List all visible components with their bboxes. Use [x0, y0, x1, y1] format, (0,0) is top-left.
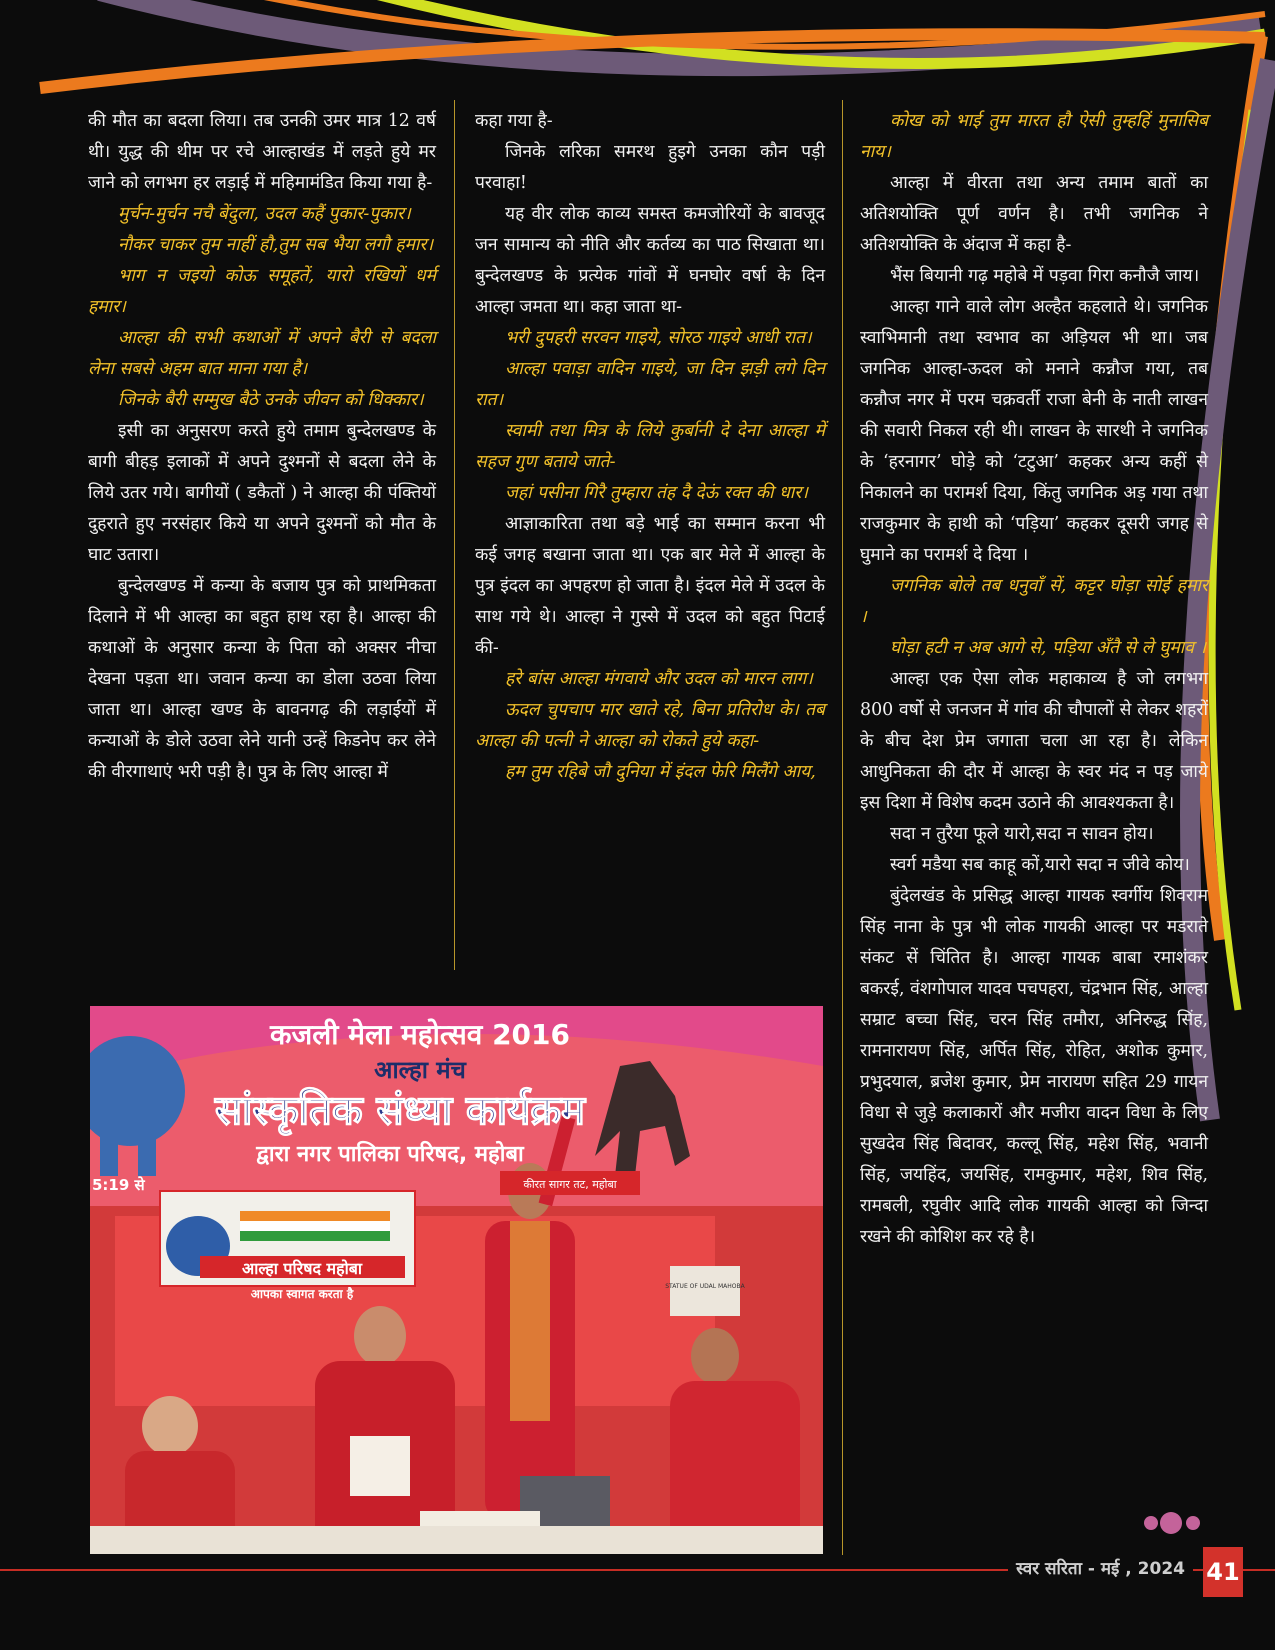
verse-paragraph: हम तुम रहिबे जौ दुनिया में इंदल फेरि मिलैंगे आय, — [505, 762, 816, 782]
magazine-footer: स्वर सरिता - मई , 2024 — [1008, 1556, 1193, 1579]
body-paragraph: यह वीर लोक काव्य समस्त कमजोरियों के बावजूद जन सामान्य को नीति और कर्तव्य का पाठ सिखाता था। बुन्देलखण्ड के प्रत्येक गांवों में घनघोर वर्षा के दिन आल्हा जमता था। कहा जाता था- — [475, 204, 825, 317]
aalha-stage-photo — [90, 1006, 823, 1554]
stage-photo-illustration — [90, 1006, 823, 1554]
body-paragraph: सदा न तुरैया फूले यारो,सदा न सावन होय। — [890, 824, 1154, 844]
verse-paragraph: जहां पसीना गिरै तुम्हारा तंह दै देऊं रक्त की धार। — [505, 483, 808, 503]
body-paragraph: बुंदेलखंड के प्रसिद्ध आल्हा गायक स्वर्गीय शिवराम सिंह नाना के पुत्र भी लोक गायकी आल्हा पर मडराते संकट सें चिंतित है। आल्हा गायक बाबा रमाशंकर बकरई, वंशगोपाल यादव पचपहरा, चंद्रभान सिंह, आल्हा सम्राट बच्चा सिंह, चरन सिंह तमौरा, अनिरुद्ध सिंह, रामनारायण सिंह, अर्पित सिंह, रोहित, अशोक कुमार, प्रभुदयाल, ब्रजेश कुमार, प्रेम नारायण सहित 29 गायन विधा से जुड़े कलाकारों और मजीरा वादन विधा के लिए सुखदेव सिंह बिदावर, कल्लू सिंह, महेश सिंह, भवानी सिंह, जयहिंद, जयसिंह, रामकुमार, महेश, शिव सिंह, रामबली, रघुवीर आदि लोक गायकी आल्हा को जिन्दा रखने की कोशिश कर रहे है। — [860, 886, 1208, 1247]
body-paragraph: आल्हा एक ऐसा लोक महाकाव्य है जो लगभग 800 वर्षो से जनजन में गांव की चौपालों से लेकर शहरों के बीच देश प्रेम जगाता चला आ रहा है। लेकिन आधुनिकता की दौर में आल्हा के स्वर मंद न पड़ जाये इस दिशा में विशेष कदम उठाने की आवश्यकता है। — [860, 669, 1208, 813]
banner-line4: द्वारा नगर पालिका परिषद, महोबा — [256, 1142, 524, 1167]
body-paragraph: भैंस बियानी गढ़ महोबे में पड़वा गिरा कनौजै जाय। — [890, 266, 1200, 286]
banner-line2: आल्हा मंच — [374, 1056, 466, 1084]
verse-paragraph: स्वामी तथा मित्र के लिये कुर्बानी दे देना आल्हा में सहज गुण बताये जाते- — [475, 421, 825, 472]
body-paragraph: इसी का अनुसरण करते हुये तमाम बुन्देलखण्ड के बागी बीहड़ इलाकों में अपने दुश्मनों से बदला लेने के लिये उतर गये। बागीयों ( डकैतों ) ने आल्हा की पंक्तियों दुहराते हुए नरसंहार किये या अपने दुश्मनों को मौत के घाट उतारा। — [88, 421, 436, 565]
article-column-right — [860, 106, 1208, 1253]
body-paragraph: बुन्देलखण्ड में कन्या के बजाय पुत्र को प्राथमिकता दिलाने में भी आल्हा का बहुत हाथ रहा है। आल्हा की कथाओं के अनुसार कन्या के पिता को अक्सर नीचा देखना पड़ता था। जवान कन्या का डोला उठवा लिया जाता था। आल्हा खण्ड के बावनगढ़ की लड़ाईयों में कन्याओं के डोले उठवा लेने यानी उन्हें किडनेप कर लेने की वीरगाथाएं भरी पड़ी है। पुत्र के लिए आल्हा में — [88, 576, 436, 782]
verse-paragraph: जगनिक बोले तब धनुवाँ सें, कट्टर घोड़ा सोई हमार । — [860, 576, 1208, 627]
statue-sign: STATUE OF UDAL MAHOBA — [665, 1283, 745, 1290]
body-paragraph: स्वर्ग मडैया सब काहू कों,यारो सदा न जीवे कोय। — [890, 855, 1190, 875]
sign-line1: आल्हा परिषद महोबा — [241, 1259, 363, 1278]
body-paragraph: की मौत का बदला लिया। तब उनकी उमर मात्र 12 वर्ष थी। युद्ध की थीम पर रचे आल्हाखंड में लड़ते हुये मर जाने को लगभग हर लड़ाई में महिमामंडित किया गया है- — [88, 111, 436, 193]
verse-paragraph: नौकर चाकर तुम नाहीं हौ,तुम सब भैया लगौ हमार। — [118, 235, 434, 255]
body-paragraph: आल्हा में वीरता तथा अन्य तमाम बातों का अतिशयोक्ति पूर्ण वर्णन है। तभी जगनिक ने अतिशयोक्ति के अंदाज में कहा है- — [860, 173, 1208, 255]
body-paragraph: कहा गया है- — [475, 111, 553, 131]
verse-paragraph: मुर्चन-मुर्चन नचै बेंदुला, उदल कहैं पुकार-पुकार। — [118, 204, 411, 224]
verse-paragraph: आल्हा पवाड़ा वादिन गाइये, जा दिन झड़ी लगे दिन रात। — [475, 359, 825, 410]
banner-line3: सांस्कृतिक संध्या कार्यक्रम — [215, 1088, 585, 1134]
verse-paragraph: भाग न जइयो कोऊ समूहतें, यारो रखियों धर्म हमार। — [88, 266, 436, 317]
verse-paragraph: ऊदल चुपचाप मार खाते रहे, बिना प्रतिरोध के। तब आल्हा की पत्नी ने आल्हा को रोकते हुये कहा- — [475, 700, 825, 751]
article-column-left — [88, 106, 436, 788]
banner-side: 5:19 से — [92, 1176, 145, 1194]
banner-right-strip: कीरत सागर तट, महोबा — [523, 1178, 617, 1191]
sign-line2: आपका स्वागत करता है — [250, 1287, 354, 1301]
verse-paragraph: घोड़ा हटी न अब आगे से, पड़िया अँतै से ले घुमाव । — [890, 638, 1207, 658]
body-paragraph: आज्ञाकारिता तथा बड़े भाई का सम्मान करना भी कई जगह बखाना जाता था। एक बार मेले में आल्हा के पुत्र इंदल का अपहरण हो जाता है। इंदल मेले में उदल के साथ गये थे। आल्हा ने गुस्से में उदल को बहुत पिटाई की- — [475, 514, 825, 658]
body-paragraph: जिनके लरिका समरथ हुइगे उनका कौन पड़ी परवाहा! — [475, 142, 825, 193]
verse-paragraph: भरी दुपहरी सरवन गाइये, सोरठ गाइये आधी रात। — [505, 328, 812, 348]
page-number: 41 — [1203, 1547, 1243, 1597]
verse-paragraph: आल्हा की सभी कथाओं में अपने बैरी से बदला लेना सबसे अहम बात माना गया है। — [88, 328, 436, 379]
verse-paragraph: कोख को भाई तुम मारत हौ ऐसी तुम्हहिं मुनासिब नाय। — [860, 111, 1208, 162]
decorative-dots — [1141, 1510, 1206, 1536]
body-paragraph: आल्हा गाने वाले लोग अल्हैत कहलाते थे। जगनिक स्वाभिमानी तथा स्वभाव का अड़ियल भी था। जब जगनिक आल्हा-ऊदल को मनाने कन्नौज गया, तब कन्नौज नगर में परम चक्रवर्ती राजा बेनी के नाती लाखन की सवारी निकल रही थी। लाखन के सारथी ने जगनिक के ‘हरनागर’ घोड़े को ‘टटुआ’ कहकर अन्य कहीं से निकालने का परामर्श दिया, किंतु जगनिक अड़ गया तथा राजकुमार के हाथी को ‘पड़िया’ कहकर दूसरी जगह से घुमाने का परामर्श दे दिया । — [860, 297, 1208, 565]
banner-line1: कजली मेला महोत्सव 2016 — [269, 1018, 571, 1051]
column-divider-left — [454, 100, 455, 970]
column-divider-right — [842, 100, 843, 1555]
article-column-middle — [475, 106, 825, 788]
verse-paragraph: हरे बांस आल्हा मंगवाये और उदल को मारन लाग। — [505, 669, 813, 689]
verse-paragraph: जिनके बैरी सम्मुख बैठे उनके जीवन को धिक्कार। — [118, 390, 424, 410]
